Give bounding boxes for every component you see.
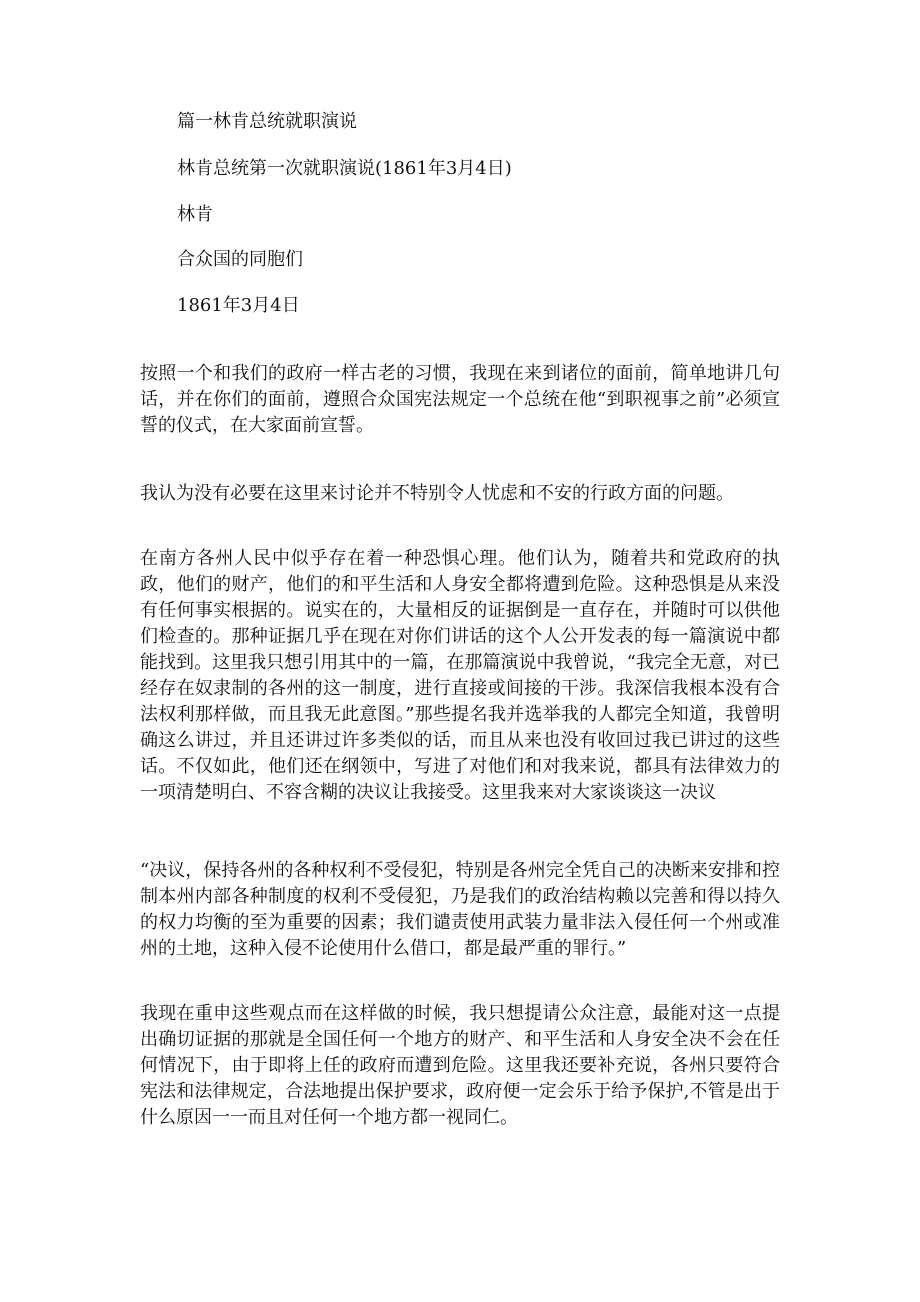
author-name: 林肯 — [177, 204, 213, 225]
paragraph-2: 我认为没有必要在这里来讨论并不特别令人忧虑和不安的行政方面的问题。 — [140, 483, 734, 504]
section-title: 篇一林肯总统就职演说 — [177, 111, 357, 132]
salutation: 合众国的同胞们 — [177, 249, 303, 270]
paragraph-4-quoted-resolution: “决议，保持各州的各种权利不受侵犯，特别是各州完全凭自己的决断来安排和控制本州内部各种制度的权利不受侵犯，乃是我们的政治结构赖以完善和得以持久的权力均衡的至为重要的因素；我们谴责使用武装力量非法入侵任何一个州或准州的土地，这种入侵不论使用什么借口，都是最严重的罪行。” — [140, 860, 780, 959]
paragraph-1: 按照一个和我们的政府一样古老的习惯，我现在来到诸位的面前，简单地讲几句话，并在你们的面前，遵照合众国宪法规定一个总统在他“到职视事之前”必须宣誓的仪式，在大家面前宣誓。 — [140, 363, 780, 436]
speech-date: 1861年3月4日 — [177, 295, 300, 316]
speech-title: 林肯总统第一次就职演说(1861年3月4日) — [177, 158, 512, 179]
paragraph-5: 我现在重申这些观点而在这样做的时候，我只想提请公众注意，最能对这一点提出确切证据的那就是全国任何一个地方的财产、和平生活和人身安全决不会在任何情况下，由于即将上任的政府而遭到危险。这里我还要补充说，各州只要符合宪法和法律规定，合法地提出保护要求，政府便一定会乐于给予保护,不管是出于什么原因一一而且对任何一个地方都一视同仁。 — [140, 1003, 780, 1128]
paragraph-3: 在南方各州人民中似乎存在着一种恐惧心理。他们认为，随着共和党政府的执政，他们的财产，他们的和平生活和人身安全都将遭到危险。这种恐惧是从来没有任何事实根据的。说实在的，大量相反的证据倒是一直存在，并随时可以供他们检查的。那种证据几乎在现在对你们讲话的这个人公开发表的每一篇演说中都能找到。这里我只想引用其中的一篇，在那篇演说中我曾说，“我完全无意，对已经存在奴隶制的各州的这一制度，进行直接或间接的干涉。我深信我根本没有合法权利那样做，而且我无此意图。”那些提名我并选举我的人都完全知道，我曾明确这么讲过，并且还讲过许多类似的话，而且从来也没有收回过我已讲过的这些话。不仅如此，他们还在纲领中，写进了对他们和对我来说，都具有法律效力的一项清楚明白、不容含糊的决议让我接受。这里我来对大家谈谈这一决议 — [140, 548, 780, 803]
